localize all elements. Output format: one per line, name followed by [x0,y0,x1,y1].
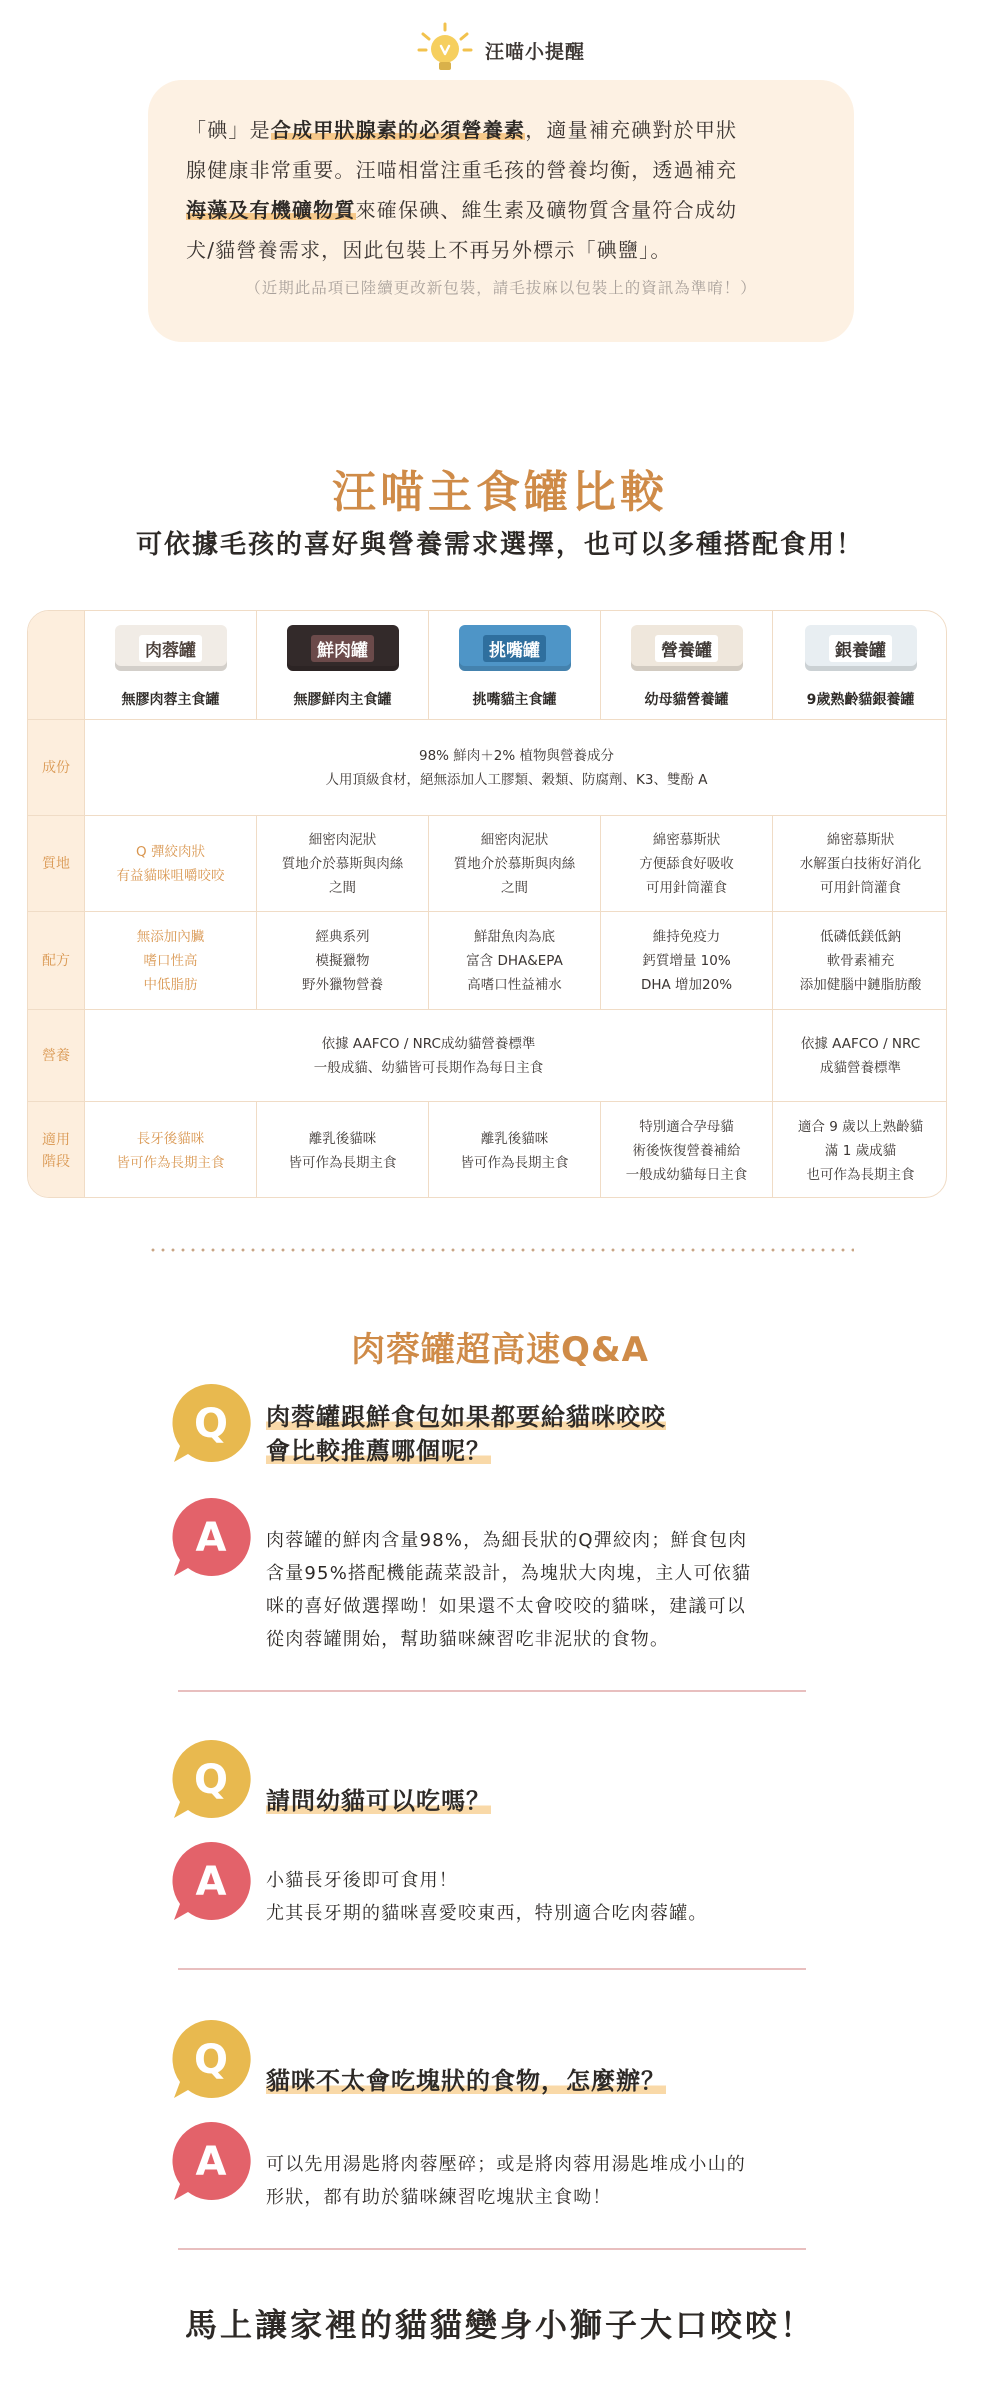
stage-cell [84,1102,256,1198]
formula-cell [256,912,428,1009]
a-badge-icon [168,2118,254,2204]
row-nutrition [28,1009,947,1101]
ingredients-cell [84,720,947,815]
texture-cell [428,816,600,911]
q-letter: Q [193,1401,229,1447]
tip-text: 「碘」是 [186,118,271,142]
row-label-line: 階段 [42,1153,70,1170]
question-line: 貓咪不太會吃塊狀的食物，怎麼辦？ [266,2067,666,2095]
cell-line: 可用針筒灌食 [646,879,727,896]
cell-line: 一般成幼貓每日主食 [625,1166,748,1183]
closing-tagline: 馬上讓家裡的貓貓變身小獅子大口咬咬！ [184,2306,815,2344]
question-2 [266,1784,491,1818]
cell-line: 鮮甜魚肉為底 [474,928,555,945]
can-image [631,625,743,671]
product-name: 幼母貓營養罐 [644,692,729,708]
product-name: 挑嘴貓主食罐 [472,692,557,708]
q-badge-icon [168,2016,254,2102]
cell-line: 有益貓咪咀嚼咬咬 [116,867,225,884]
tip-header [0,22,1000,78]
answer-1 [266,1524,751,1656]
can-image [805,625,917,671]
can-label: 挑嘴罐 [483,635,546,662]
cell-line: 術後恢復營養補給 [632,1142,741,1159]
product-column-meat-puree [84,611,256,719]
row-label: 配方 [42,952,70,969]
row-ingredients [28,719,947,815]
question-1 [266,1400,666,1468]
stage-cell [772,1102,947,1198]
cell-line: 模擬獵物 [315,952,370,969]
formula-cell [600,912,772,1009]
cell-line: 也可作為長期主食 [806,1166,915,1183]
product-column-fresh-meat [256,611,428,719]
a-badge-icon [168,1494,254,1580]
can-image [287,625,399,671]
texture-cell [772,816,947,911]
cell-line: 中低脂肪 [143,976,198,993]
dotted-divider [148,1248,854,1252]
tip-text: 犬/貓營養需求，因此包裝上不再另外標示「碘鹽」。 [186,238,672,262]
formula-cell [428,912,600,1009]
texture-cell [84,816,256,911]
tip-title: 汪喵小提醒 [484,40,585,63]
cell-line: 可用針筒灌食 [820,879,901,896]
nutrition-cell [84,1010,772,1101]
row-stage [28,1101,947,1198]
cell-line: 離乳後貓咪 [308,1130,377,1147]
q-badge-icon [168,1736,254,1822]
cell-line: 維持免疫力 [652,928,721,945]
a-badge-icon [168,1838,254,1924]
tip-highlight: 海藻及有機礦物質 [186,198,356,222]
can-image [115,625,227,671]
cell-line: 人用頂級食材，絕無添加人工膠類、穀類、防腐劑、K3、雙酚 A [325,771,708,788]
qa-title: 肉蓉罐超高速Q&A [351,1330,649,1370]
row-formula [28,911,947,1009]
cell-line: 綿密慕斯狀 [826,831,895,848]
row-label [28,1102,84,1198]
cell-line: 一般成貓、幼貓皆可長期作為每日主食 [313,1059,544,1076]
comparison-title: 汪喵主食罐比較 [332,467,668,518]
a-letter: A [195,1859,227,1905]
cell-line: 嗜口性高 [143,952,198,969]
answer-line: 肉蓉罐的鮮肉含量98%，為細長狀的Q彈絞肉；鮮食包肉 [266,1530,748,1551]
texture-cell [600,816,772,911]
a-letter: A [195,1515,227,1561]
cell-line: 添加健腦中鏈脂肪酸 [799,976,922,993]
cell-line: 富含 DHA&EPA [466,952,563,969]
tip-highlight: 合成甲狀腺素的必須營養素 [270,118,526,142]
q-letter: Q [193,1757,229,1803]
cell-line: 軟骨素補充 [826,952,895,969]
cell-line: 依據 AAFCO / NRC [800,1035,921,1052]
answer-line: 咪的喜好做選擇呦！如果還不太會咬咬的貓咪，建議可以 [266,1596,746,1617]
cell-line: DHA 增加20% [640,976,733,993]
product-column-picky-cat [428,611,600,719]
answer-3 [266,2148,746,2214]
lightbulb-icon [415,22,475,78]
cell-line: 皆可作為長期主食 [460,1154,569,1171]
cell-line: 適合 9 歲以上熟齡貓 [797,1118,924,1135]
qa-separator [178,1690,806,1692]
answer-line: 從肉蓉罐開始，幫助貓咪練習吃非泥狀的食物。 [266,1629,670,1650]
can-label: 肉蓉罐 [139,635,202,662]
formula-cell [84,912,256,1009]
product-column-senior [772,611,947,719]
cell-line: 滿 1 歲成貓 [824,1142,897,1159]
cell-line: 鈣質增量 10% [642,952,731,969]
product-name: 無膠肉蓉主食罐 [121,692,220,708]
answer-line: 含量95%搭配機能蔬菜設計，為塊狀大肉塊，主人可依貓 [266,1563,752,1584]
texture-cell [256,816,428,911]
comparison-table [27,610,947,1198]
cell-line: 無添加內臟 [136,928,205,945]
stage-cell [256,1102,428,1198]
can-label: 營養罐 [655,635,718,662]
cell-line: 經典系列 [315,928,370,945]
qa-separator [178,2248,806,2250]
cell-line: 成貓營養標準 [820,1059,901,1076]
tip-box [148,80,854,342]
tip-text: ，適量補充碘對於甲狀 [525,118,738,142]
cell-line: 野外獵物營養 [302,976,383,993]
product-column-kitten-mother [600,611,772,719]
product-name: 9歲熟齡貓銀養罐 [806,692,915,708]
question-3 [266,2064,666,2098]
a-letter: A [195,2139,227,2185]
cell-line: 水解蛋白技術好消化 [799,855,922,872]
cell-line: 之間 [501,879,528,896]
question-line: 請問幼貓可以吃嗎？ [266,1787,491,1815]
cell-line: 方便舔食好吸收 [639,855,734,872]
cell-line: 綿密慕斯狀 [652,831,721,848]
answer-line: 可以先用湯匙將肉蓉壓碎；或是將肉蓉用湯匙堆成小山的 [266,2154,746,2175]
cell-line: 皆可作為長期主食 [116,1154,225,1171]
cell-line: 細密肉泥狀 [308,831,377,848]
can-image [459,625,571,671]
answer-line: 形狀，都有助於貓咪練習吃塊狀主食呦！ [266,2187,612,2208]
cell-line: Q 彈絞肉狀 [136,843,205,860]
cell-line: 質地介於慕斯與肉絲 [281,855,404,872]
cell-line: 長牙後貓咪 [136,1130,205,1147]
can-label: 銀養罐 [829,635,892,662]
cell-line: 離乳後貓咪 [480,1130,549,1147]
row-label: 質地 [42,855,70,872]
cell-line: 低磷低鎂低鈉 [820,928,901,945]
cell-line: 高嗜口性益補水 [467,976,562,993]
cell-line: 皆可作為長期主食 [288,1154,397,1171]
tip-paragraph [186,110,816,270]
tip-text: 來確保碘、維生素及礦物質含量符合成幼 [355,198,738,222]
cell-line: 質地介於慕斯與肉絲 [453,855,576,872]
tip-note: （近期此品項已陸續更改新包裝，請毛拔麻以包裝上的資訊為準唷！） [245,279,757,297]
q-badge-icon [168,1380,254,1466]
cell-line: 之間 [329,879,356,896]
row-label-line: 適用 [42,1131,70,1148]
can-label: 鮮肉罐 [311,635,374,662]
row-label: 成份 [42,759,70,776]
cell-line: 特別適合孕母貓 [639,1118,734,1135]
product-name: 無膠鮮肉主食罐 [293,692,392,708]
comparison-subtitle: 可依據毛孩的喜好與營養需求選擇，也可以多種搭配食用！ [135,530,864,560]
qa-separator [178,1968,806,1970]
cell-line: 細密肉泥狀 [480,831,549,848]
nutrition-cell-senior [772,1010,947,1101]
answer-2 [266,1864,708,1930]
stage-cell [600,1102,772,1198]
formula-cell [772,912,947,1009]
answer-line: 尤其長牙期的貓咪喜愛咬東西，特別適合吃肉蓉罐。 [266,1903,708,1924]
stage-cell [428,1102,600,1198]
row-label: 營養 [42,1047,70,1064]
cell-line: 98% 鮮肉＋2% 植物與營養成分 [418,747,614,764]
q-letter: Q [193,2037,229,2083]
cell-line: 依據 AAFCO / NRC成幼貓營養標準 [321,1035,536,1052]
row-texture [28,815,947,911]
question-line: 會比較推薦哪個呢？ [266,1437,491,1465]
answer-line: 小貓長牙後即可食用！ [266,1870,458,1891]
question-line: 肉蓉罐跟鮮食包如果都要給貓咪咬咬 [266,1403,666,1431]
tip-text: 腺健康非常重要。汪喵相當注重毛孩的營養均衡，透過補充 [186,158,738,182]
